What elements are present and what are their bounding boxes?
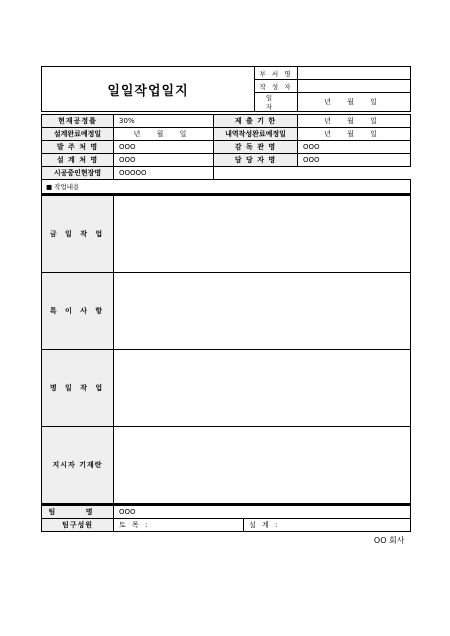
info-table (41, 114, 411, 194)
design-member[interactable]: 설 계 : (244, 519, 411, 532)
detail-due-label: 내역작성완료예정일 (214, 128, 298, 141)
manager-value[interactable]: OOO (298, 154, 411, 167)
special-notes-label: 특 이 사 항 (42, 273, 114, 350)
detail-due-value[interactable]: 년 월 일 (298, 128, 411, 141)
site-spacer (214, 167, 411, 180)
date-label: 일 자 (255, 93, 298, 112)
footer-table (41, 504, 411, 548)
supervisor-label: 감 독 관 명 (214, 141, 298, 154)
deadline-label: 제 출 기 한 (214, 115, 298, 128)
design-due-label: 설계완료예정일 (42, 128, 114, 141)
design-due-value[interactable]: 년 월 일 (114, 128, 214, 141)
team-label: 팀 명 (42, 505, 114, 519)
designer-label: 설 계 처 명 (42, 154, 114, 167)
manager-label: 담 당 자 명 (214, 154, 298, 167)
supervisor-value[interactable]: OOO (298, 141, 411, 154)
special-notes-field[interactable] (114, 273, 411, 350)
current-progress-value[interactable]: 30% (114, 115, 214, 128)
site-label: 시공중인현장명 (42, 167, 114, 180)
team-value[interactable]: OOO (114, 505, 411, 519)
date-value[interactable]: 년 월 일 (298, 93, 411, 112)
civil-member[interactable]: 토 목 : (114, 519, 244, 532)
form-title: 일일작업일지 (42, 67, 255, 112)
tomorrow-work-label: 명 일 작 업 (42, 350, 114, 427)
current-progress-label: 현재공정률 (42, 115, 114, 128)
header-table (41, 66, 411, 112)
author-label: 작 성 자 (255, 80, 298, 93)
work-log-form (41, 66, 410, 548)
today-work-field[interactable] (114, 195, 411, 273)
author-value[interactable] (298, 80, 411, 93)
work-blocks-table (41, 194, 411, 504)
deadline-value[interactable]: 년 월 일 (298, 115, 411, 128)
designer-value[interactable]: OOO (114, 154, 214, 167)
instruction-label: 지시자 기재란 (42, 427, 114, 504)
client-value[interactable]: OOO (114, 141, 214, 154)
members-label: 팀구성원 (42, 519, 114, 532)
dept-value[interactable] (298, 67, 411, 80)
site-value[interactable]: OOOOO (114, 167, 214, 180)
tomorrow-work-field[interactable] (114, 350, 411, 427)
dept-label: 부 서 명 (255, 67, 298, 80)
client-label: 발 주 처 명 (42, 141, 114, 154)
today-work-label: 금 일 작 업 (42, 195, 114, 273)
section-work-content: ■ 작업내용 (42, 180, 411, 194)
instruction-field[interactable] (114, 427, 411, 504)
company-name: OO 회사 (42, 532, 411, 549)
